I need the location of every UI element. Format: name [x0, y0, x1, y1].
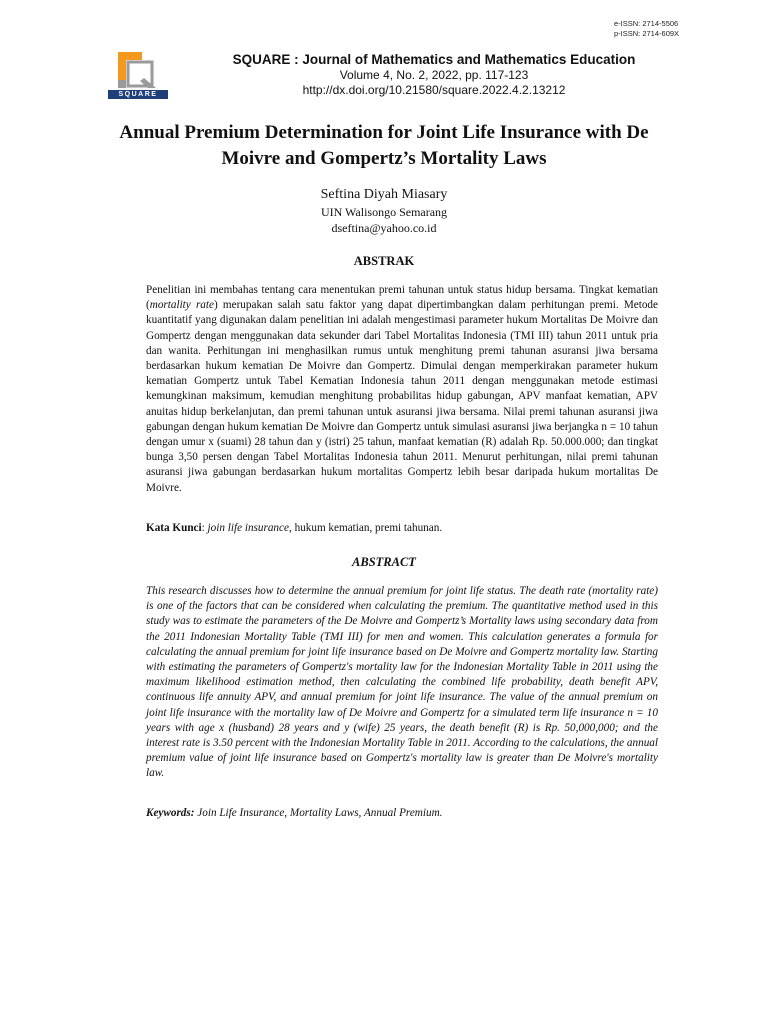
- abstrak-paragraph: [146, 283, 658, 496]
- eissn-text: e-ISSN: 2714-5506: [614, 19, 679, 28]
- journal-header: [180, 51, 688, 98]
- doi-line: http://dx.doi.org/10.21580/square.2022.4.2.13212: [302, 83, 566, 97]
- abstrak-keywords-rest: , hukum kematian, premi tahunan.: [288, 522, 443, 534]
- abstrak-keywords-label: Kata Kunci: [146, 522, 202, 534]
- abstract-heading: ABSTRACT: [352, 555, 416, 569]
- abstract-keywords: [146, 806, 658, 821]
- author-block: [184, 185, 584, 236]
- abstract-paragraph: This research discusses how to determine the annual premium for joint life status. The death rate (mortality rate) is one of the factors that can be considered when calculating the premium. The quantitative method used in this study was to estimate the parameters of the De Moivre and Gompertz’s Mortality laws using secondary data from the 2011 Indonesian Mortality Table (TMI III) for men and women. This calculation generates a formula for calculating the annual premium for joint life insurance based on De Moivre and Gompertz mortality law. Starting with estimating the parameters of Gompertz's mortality law for the Indonesian Mortality Table in 2011 using the maximum likelihood estimation method, then calculating the combined life probability, death benefit APV, continuous life annuity APV, and annual premium for joint life insurance. The value of the annual premium on joint life insurance with the mortality law of De Moivre and Gompertz for a simulated term life insurance n = 10 years with age x (husband) 28 years and y (wife) 25 years, the death benefit (R) is Rp. 50,000,000; and the interest rate is 3.50 percent with the Indonesian Mortality Table in 2011. According to the calculations, the annual premium value of joint life insurance based on Gompertz's mortality law is greater than De Moivre's mortality law.: [146, 585, 658, 780]
- abstract-keywords-text: Join Life Insurance, Mortality Laws, Annual Premium.: [194, 807, 443, 819]
- abstrak-keywords-sep: :: [201, 522, 208, 534]
- volume-line: Volume 4, No. 2, 2022, pp. 117-123: [339, 68, 529, 82]
- issn-block: [614, 19, 679, 39]
- author-name: Seftina Diyah Miasary: [320, 187, 448, 202]
- author-email: dseftina@yahoo.co.id: [331, 221, 437, 235]
- abstrak-keywords-italic: join life insurance: [207, 522, 289, 534]
- abstrak-text-1: Penelitian ini membahas tentang cara menentukan premi tahunan untuk status hidup bersama. Tingkat kematian (: [146, 284, 658, 312]
- abstract-keywords-label: Keywords:: [146, 807, 195, 819]
- abstrak-heading: ABSTRAK: [353, 254, 415, 268]
- author-affiliation: UIN Walisongo Semarang: [320, 205, 448, 219]
- journal-logo: [108, 50, 168, 100]
- abstrak-italic-term: mortality rate: [149, 299, 214, 312]
- square-logo-icon: [108, 50, 168, 90]
- abstrak-text-2: ) merupakan salah satu faktor yang dapat dipertimbangkan dalam perhitungan premi. Metode kuantitatif yang digunakan dalam penelitian ini adalah mengestimasi parameter hukum Mortalitas De Moivre dan Gompertz dengan menggunakan data sekunder dari Tabel Mortalitas Indonesia (TMI III) tahun 2011 untuk pria dan wanita. Perhitungan ini menghasilkan rumus untuk menghitung premi tahunan asuransi jiwa bersama berdasarkan hukum kematian De Moivre dan Gompertz. Dimulai dengan memperkirakan parameter hukum kematian Gompertz untuk Tabel Kematian Indonesia tahun 2011 dengan menggunakan metode estimasi kemungkinan maksimum, kemudian menghitung probabilitas hidup gabungan, APV manfaat kematian, APV anuitas hidup berkelanjutan, dan premi tahunan untuk asuransi jiwa bersama. Nilai premi tahunan asuransi jiwa gabungan dengan hukum kematian De Moivre dan Gompertz untuk simulasi asuransi jiwa berjangka n = 10 tahun dengan umur x (suami) 28 tahun dan y (istri) 25 tahun, manfaat kematian (R) adalah Rp. 50.000.000; dan tingkat bunga 3,50 persen dengan Tabel Mortalitas Indonesia tahun 2011. Menurut perhitungan, nilai premi tahunan asuransi jiwa gabungan berdasarkan hukum mortalitas Gompertz lebih besar daripada hukum mortalitas De Moivre.: [146, 299, 658, 494]
- logo-wordmark: SQUARE: [108, 90, 168, 99]
- article-title: Annual Premium Determination for Joint Life Insurance with De Moivre and Gompertz’s Mortality Laws: [119, 122, 649, 169]
- pissn-text: p-ISSN: 2714-609X: [614, 29, 680, 38]
- abstrak-keywords: [146, 521, 658, 536]
- journal-name: SQUARE : Journal of Mathematics and Mathematics Education: [232, 52, 636, 67]
